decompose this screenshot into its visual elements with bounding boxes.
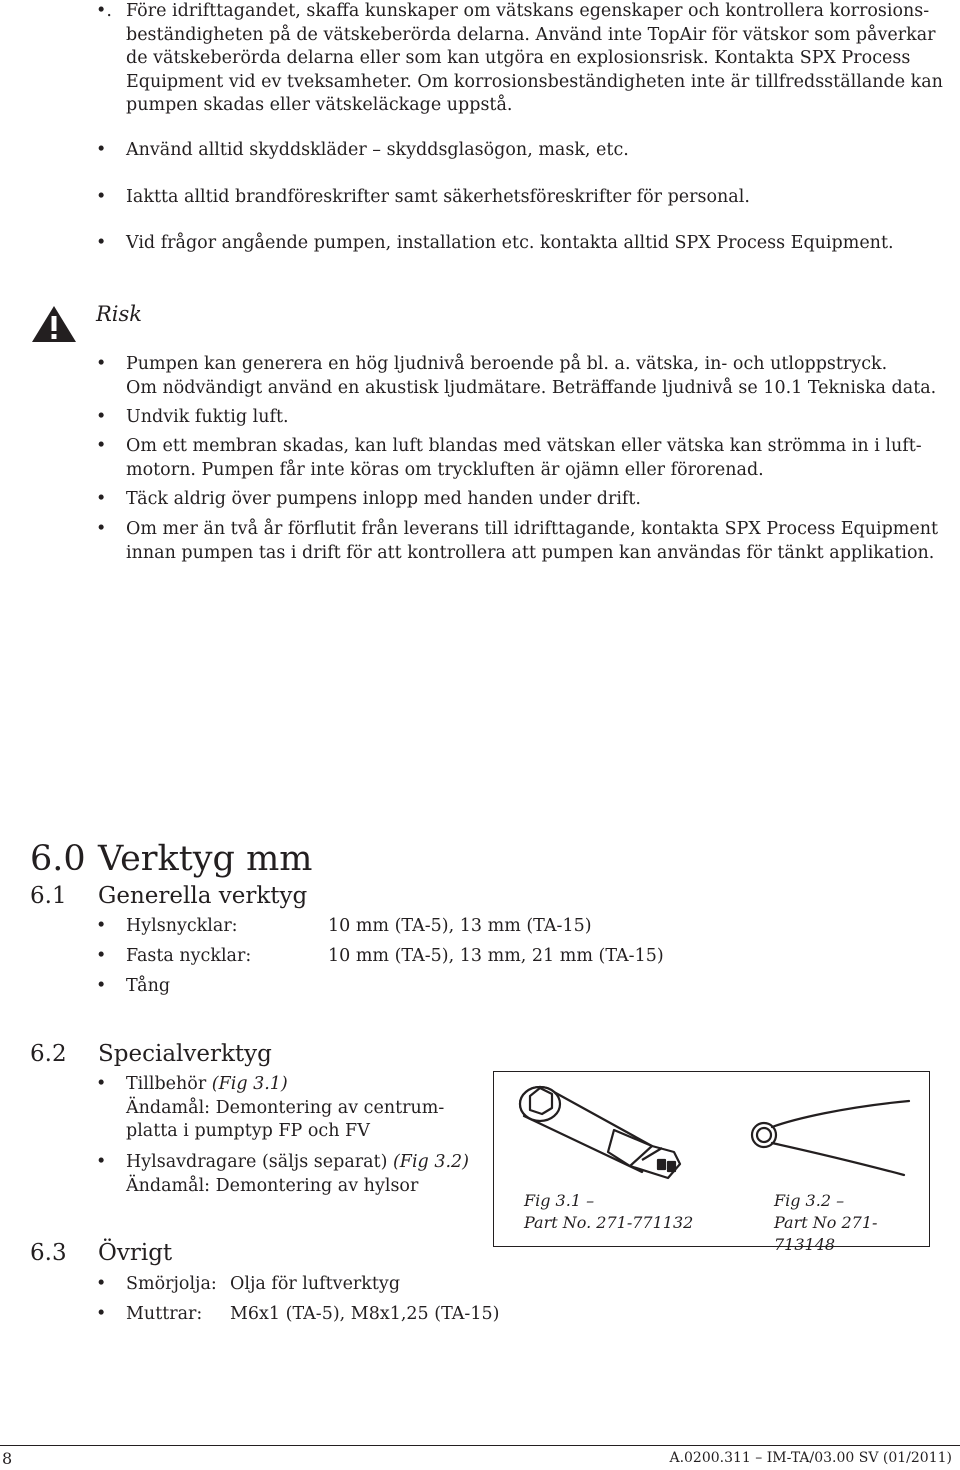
list-item-line: pumpen skadas eller vätskeläckage uppstå. xyxy=(126,95,513,115)
list-item-line: Om nödvändigt använd en akustisk ljudmätare. Beträffande ljudnivå se 10.1 Tekniska data. xyxy=(126,377,937,398)
section-number: 6.2 xyxy=(30,1041,67,1067)
list-item-line: de vätskeberörda delarna eller som kan utgöra en explosionsrisk. Kontakta SPX Process xyxy=(126,48,911,68)
bullet-marker: • xyxy=(96,140,107,160)
bullet-marker: • xyxy=(96,519,107,539)
section-title: Övrigt xyxy=(98,1240,173,1266)
item-value: Olja för luftverktyg xyxy=(230,1274,401,1294)
tool-value: 10 mm (TA-5), 13 mm (TA-15) xyxy=(328,916,592,936)
figure-ref: (Fig 3.2) xyxy=(392,1152,469,1172)
bullet-marker: • xyxy=(96,489,107,509)
bullet-marker: •. xyxy=(96,1,112,21)
bullet-marker: • xyxy=(96,916,107,936)
figure-caption-title: Fig 3.1 – xyxy=(524,1191,595,1210)
document-reference: A.0200.311 – IM-TA/03.00 SV (01/2011) xyxy=(669,1450,952,1466)
figure-box xyxy=(493,1071,930,1254)
list-item-line: Pumpen kan generera en hög ljudnivå beroende på bl. a. vätska, in- och utloppstryck. xyxy=(126,354,888,374)
list-item-line: Använd alltid skyddskläder – skyddsglasögon, mask, etc. xyxy=(126,140,629,160)
item-label: Muttrar: xyxy=(126,1304,203,1324)
list-item-line: Iaktta alltid brandföreskrifter samt säkerhetsföreskrifter för personal. xyxy=(126,187,750,207)
tool-label: Fasta nycklar: xyxy=(126,946,252,966)
bullet-marker: • xyxy=(96,407,107,427)
tool-value: 10 mm (TA-5), 13 mm, 21 mm (TA-15) xyxy=(328,946,664,966)
tool-label: Hylsnycklar: xyxy=(126,916,238,936)
list-item xyxy=(0,0,960,118)
list-item-line: innan pumpen tas i drift för att kontrollera att pumpen kan användas för tänkt applikation. xyxy=(126,542,935,563)
bullet-marker: • xyxy=(96,187,107,207)
bullet-marker: • xyxy=(96,354,107,374)
bullet-marker: • xyxy=(96,976,107,996)
bullet-marker: • xyxy=(96,233,107,253)
risk-title: Risk xyxy=(96,302,143,326)
list-item-line: Vid frågor angående pumpen, installation etc. kontakta alltid SPX Process Equipment. xyxy=(126,233,894,253)
tool-purpose-line: Ändamål: Demontering av centrum- xyxy=(126,1097,445,1118)
tool-name: Hylsavdragare (säljs separat) xyxy=(126,1152,393,1172)
figure-caption xyxy=(774,1190,929,1256)
bullet-marker: • xyxy=(96,946,107,966)
page-number: 8 xyxy=(2,1449,13,1468)
tool-purpose-line: platta i pumptyp FP och FV xyxy=(126,1121,370,1141)
list-item-line: Undvik fuktig luft. xyxy=(126,407,289,427)
list-item-line: beständigheten på de vätskeberörda delarna. Använd inte TopAir för vätskor som påverkar xyxy=(126,24,936,45)
tool-purpose-line: Ändamål: Demontering av hylsor xyxy=(126,1175,419,1196)
figure-caption-title: Fig 3.2 – xyxy=(774,1191,845,1210)
section-number: 6.1 xyxy=(30,883,67,909)
figure-part-number: Part No. 271-771132 xyxy=(524,1213,694,1232)
figure-part-number: Part No 271-713148 xyxy=(774,1213,878,1254)
list-item-line: motorn. Pumpen får inte köras om tryckluften är ojämn eller förorenad. xyxy=(126,459,764,480)
bullet-marker: • xyxy=(96,1304,107,1324)
section-title: Specialverktyg xyxy=(98,1041,272,1067)
list-item-line: Equipment vid ev tveksamheter. Om korrosionsbeständigheten inte är tillfredsställande kan xyxy=(126,71,943,92)
section-number: 6.3 xyxy=(30,1240,67,1266)
figure-caption xyxy=(524,1190,693,1234)
tool-name: Tillbehör xyxy=(126,1074,212,1094)
list-item-line: Täck aldrig över pumpens inlopp med handen under drift. xyxy=(126,489,641,509)
page-title: Verktyg mm xyxy=(98,839,313,879)
tool-name-line xyxy=(126,1073,476,1097)
item-label: Smörjolja: xyxy=(126,1274,217,1294)
tool-illustration-fig-3-1 xyxy=(512,1080,692,1180)
item-value: M6x1 (TA-5), M8x1,25 (TA-15) xyxy=(230,1304,500,1324)
tool-name-line xyxy=(126,1151,476,1175)
list-item-line: Före idrifttagandet, skaffa kunskaper om vätskans egenskaper och kontrollera korrosions- xyxy=(126,1,930,21)
tool-illustration-fig-3-2 xyxy=(744,1097,914,1177)
bullet-marker: • xyxy=(96,1074,107,1094)
warning-triangle-icon xyxy=(30,304,78,344)
list-item-line: Om ett membran skadas, kan luft blandas med vätskan eller vätska kan strömma in i luft- xyxy=(126,436,922,456)
tool-label: Tång xyxy=(126,976,171,996)
bullet-marker: • xyxy=(96,436,107,456)
list-item-line: Om mer än två år förflutit från leverans till idrifttagande, kontakta SPX Process Equipment xyxy=(126,519,939,539)
figure-ref: (Fig 3.1) xyxy=(211,1074,288,1094)
bullet-marker: • xyxy=(96,1152,107,1172)
section-title: Generella verktyg xyxy=(98,883,308,909)
footer-divider xyxy=(0,1445,960,1446)
section-number: 6.0 xyxy=(30,839,86,879)
bullet-marker: • xyxy=(96,1274,107,1294)
